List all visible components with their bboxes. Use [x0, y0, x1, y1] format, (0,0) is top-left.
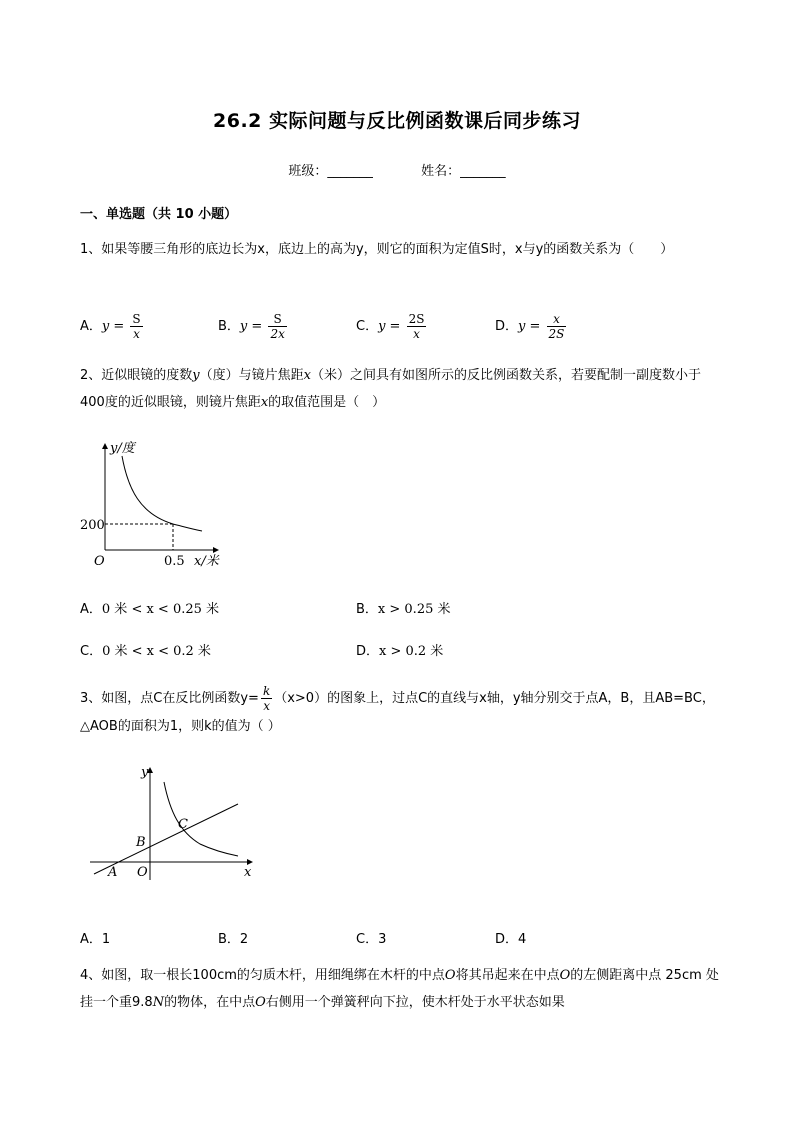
option-c: C．0 米 < x < 0.2 米 [80, 644, 211, 659]
option-d: D．x > 0.2 米 [356, 644, 444, 659]
question-3: 3、如图，点C在反比例函数y= $\frac{k}{x}$ （x>0）的图象上，过点C的直线与x轴，y轴分别交于点A，B，且AB=BC，△AOB的面积为1，则k的值为（ ） [80, 684, 715, 734]
question-4: 4、如图，取一根长100cm的匀质木杆，用细绳绑在木杆的中点O将其吊起来在中点O的左侧距离中点 25cm 处挂一个重9.8N的物体，在中点O右侧用一个弹簧秤向下拉，使木杆处于水平状态如果 [80, 968, 719, 1010]
question-2-options-row-2 [80, 640, 720, 660]
question-3-graph [80, 762, 260, 882]
x-axis-label: x [244, 865, 252, 880]
hyperbola-curve [122, 456, 202, 531]
option-a: A．0 米 < x < 0.25 米 [80, 602, 220, 617]
section-heading: 一、单选题（共 10 小题） [80, 207, 238, 222]
origin-label: O [137, 865, 148, 880]
question-2: 2、近似眼镜的度数y（度）与镜片焦距x（米）之间具有如图所示的反比例函数关系，若要配制一副度数小于400度的近似眼镜，则镜片焦距x的取值范围是（ ） [80, 368, 702, 410]
name-field: 姓名：_______ [421, 164, 506, 179]
option-d: D．y = $\frac{x}{2S}$ [495, 312, 565, 341]
point-c-label: C [178, 817, 188, 832]
option-c: C．y = $\frac{2S}{x}$ [356, 312, 425, 341]
question-2-options-row-1 [80, 598, 720, 618]
point-a-label: A [108, 865, 118, 880]
class-field: 班级：_______ [288, 164, 373, 179]
y-tick-label: 200 [80, 518, 105, 533]
hyperbola-curve [164, 782, 238, 856]
option-b: B．y = $\frac{S}{2x}$ [218, 312, 285, 341]
option-a: A．1 [80, 932, 111, 947]
option-d: D．4 [495, 932, 527, 947]
y-axis-label: y [141, 765, 149, 780]
x-tick-label: 0.5 [164, 554, 185, 569]
point-b-label: B [136, 835, 146, 850]
question-1-options [80, 312, 720, 346]
line-ac [94, 804, 238, 874]
x-axis-label: x/米 [194, 554, 219, 569]
option-b: B．2 [218, 932, 249, 947]
question-3-options [80, 928, 720, 948]
student-info [0, 160, 794, 179]
page-title: 26.2 实际问题与反比例函数课后同步练习 [213, 110, 581, 132]
option-a: A．y = $\frac{S}{x}$ [80, 312, 141, 341]
origin-label: O [94, 554, 105, 569]
question-2-graph [80, 434, 240, 574]
option-b: B．x > 0.25 米 [356, 602, 451, 617]
question-1: 1、如果等腰三角形的底边长为x，底边上的高为y，则它的面积为定值S时，x与y的函数关系为（ ） [80, 242, 674, 257]
option-c: C．3 [356, 932, 387, 947]
y-axis-label: y/度 [110, 441, 135, 456]
